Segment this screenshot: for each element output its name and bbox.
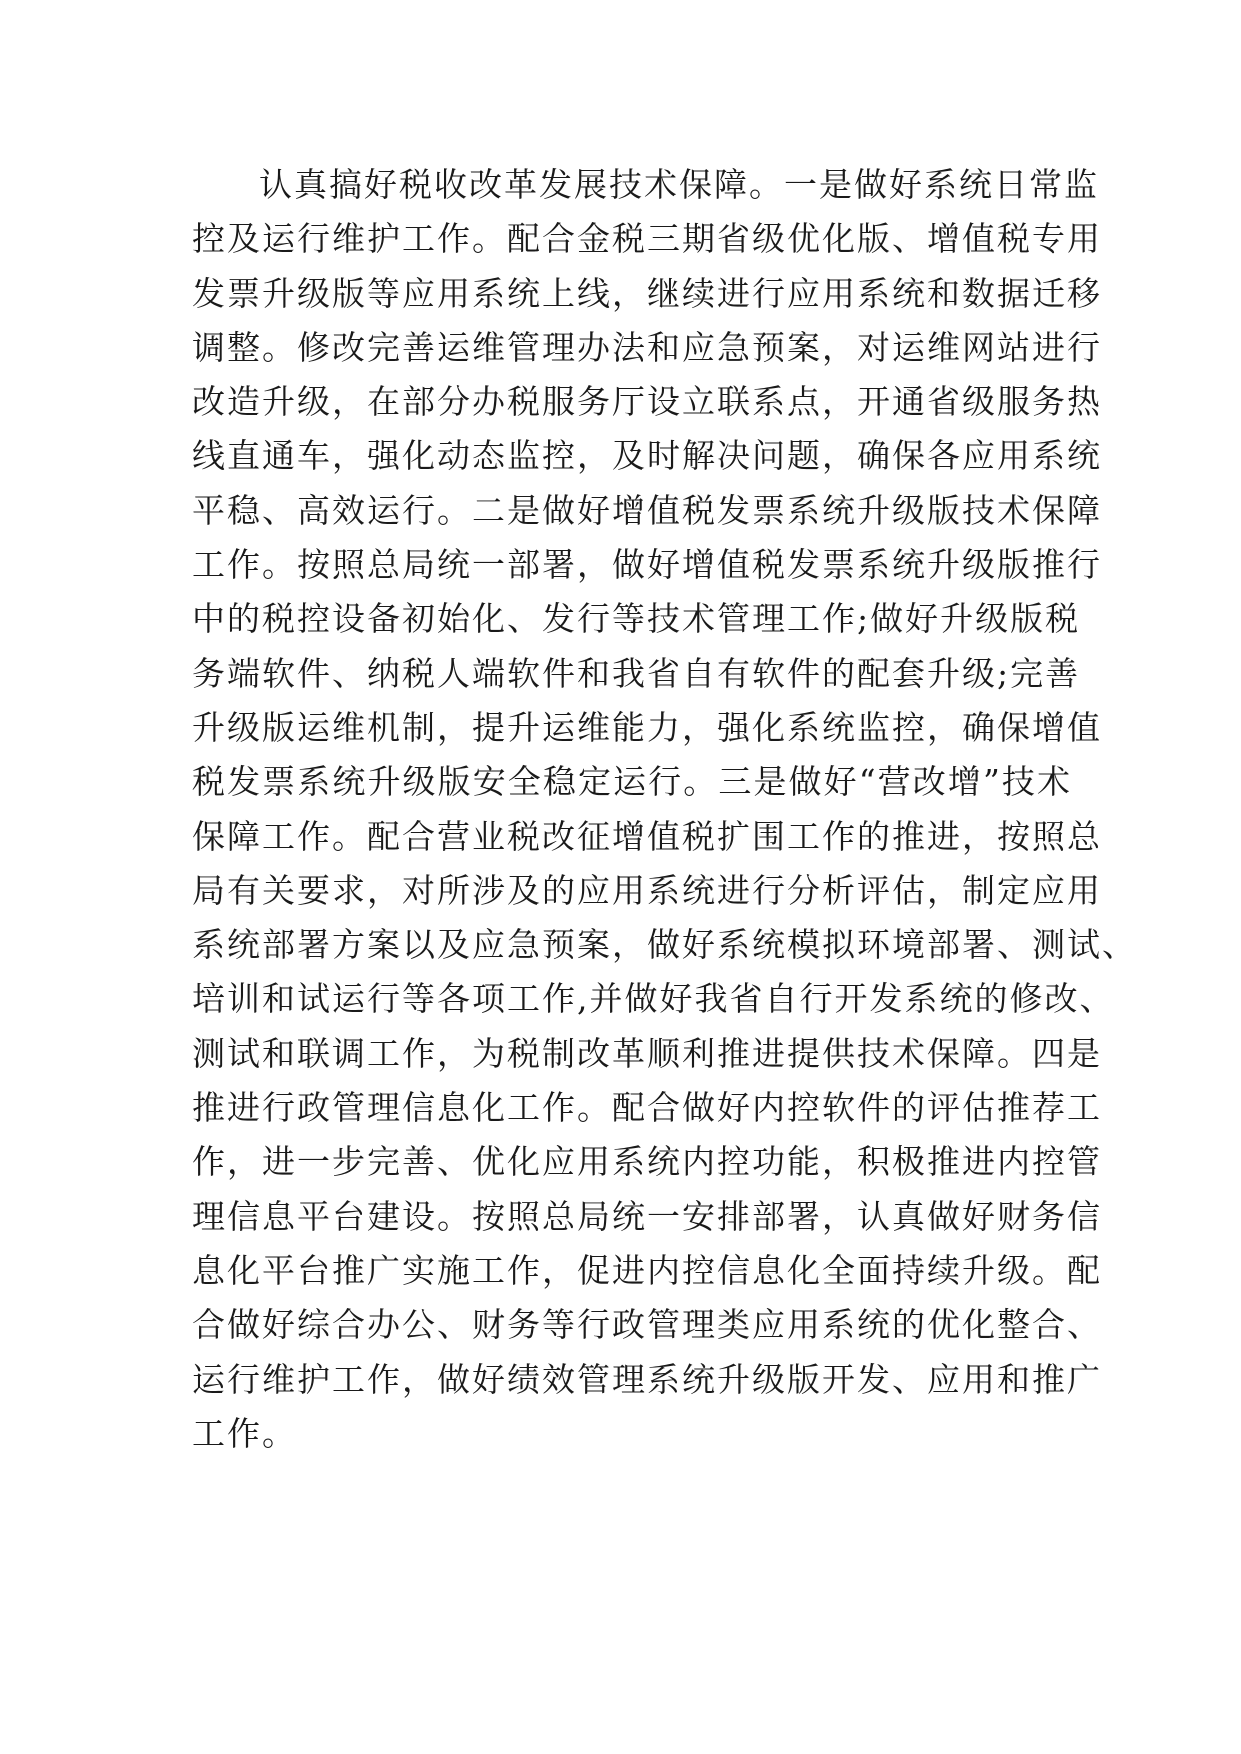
paragraph-line: 系统部署方案以及应急预案，做好系统模拟环境部署、测试、 <box>192 925 1137 965</box>
paragraph-line: 务端软件、纳税人端软件和我省自有软件的配套升级;完善 <box>192 653 1081 693</box>
paragraph-line: 运行维护工作，做好绩效管理系统升级版开发、应用和推广 <box>192 1359 1102 1399</box>
paragraph-line: 认真搞好税收改革发展技术保障。一是做好系统日常监 <box>259 165 1099 204</box>
paragraph-line: 推进行政管理信息化工作。配合做好内控软件的评估推荐工 <box>192 1088 1102 1128</box>
paragraph-line: 合做好综合办公、财务等行政管理类应用系统的优化整合、 <box>192 1305 1102 1345</box>
paragraph-line: 工作。 <box>192 1413 297 1453</box>
paragraph-line: 测试和联调工作，为税制改革顺利推进提供技术保障。四是 <box>192 1033 1102 1073</box>
paragraph-line: 升级版运维机制，提升运维能力，强化系统监控，确保增值 <box>192 707 1102 747</box>
body-paragraph <box>192 158 1137 1461</box>
paragraph-line: 局有关要求，对所涉及的应用系统进行分析评估，制定应用 <box>192 870 1102 910</box>
paragraph-line: 保障工作。配合营业税改征增值税扩围工作的推进，按照总 <box>192 816 1102 856</box>
paragraph-line: 税发票系统升级版安全稳定运行。三是做好“营改增”技术 <box>192 762 1072 802</box>
paragraph-line: 控及运行维护工作。配合金税三期省级优化版、增值税专用 <box>192 219 1102 259</box>
paragraph-line: 线直通车，强化动态监控，及时解决问题，确保各应用系统 <box>192 436 1102 476</box>
paragraph-line: 理信息平台建设。按照总局统一安排部署，认真做好财务信 <box>192 1196 1102 1236</box>
paragraph-line: 工作。按照总局统一部署，做好增值税发票系统升级版推行 <box>192 545 1102 585</box>
paragraph-line: 培训和试运行等各项工作,并做好我省自行开发系统的修改、 <box>192 979 1115 1019</box>
paragraph-line: 发票升级版等应用系统上线，继续进行应用系统和数据迁移 <box>192 273 1102 313</box>
paragraph-line: 中的税控设备初始化、发行等技术管理工作;做好升级版税 <box>192 599 1081 639</box>
paragraph-line: 平稳、高效运行。二是做好增值税发票系统升级版技术保障 <box>192 490 1102 530</box>
paragraph-line: 息化平台推广实施工作，促进内控信息化全面持续升级。配 <box>192 1250 1102 1290</box>
paragraph-line: 改造升级，在部分办税服务厅设立联系点，开通省级服务热 <box>192 382 1102 422</box>
paragraph-line: 作，进一步完善、优化应用系统内控功能，积极推进内控管 <box>192 1142 1102 1182</box>
paragraph-line: 调整。修改完善运维管理办法和应急预案，对运维网站进行 <box>192 327 1102 367</box>
